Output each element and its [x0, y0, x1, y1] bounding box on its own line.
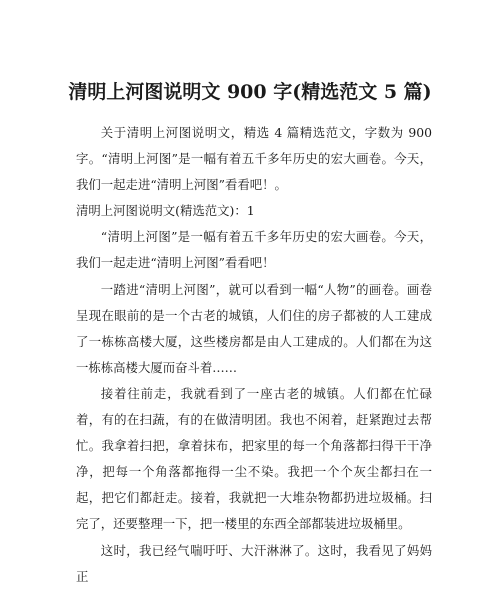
paragraph-intro: 关于清明上河图说明文，精选 4 篇精选范文，字数为 900 字。“清明上河图”是一幅有着五千多年历史的宏大画卷。今天，我们一起走进“清明上河图”看看吧！。: [76, 125, 432, 193]
paragraph: 这时，我已经气喘吁吁、大汗淋淋了。这时，我看见了妈妈正: [76, 542, 432, 584]
section-heading: 清明上河图说明文(精选范文)：1: [76, 203, 255, 219]
paragraph: 一踏进“清明上河图”，就可以看到一幅“人物”的画卷。画卷呈现在眼前的是一个古老的城镇，人们住的房子都被的人工建成了一栋栋高楼大厦，这些楼房都是由人工建成的。人们都在为这一栋栋高楼大厦而奋斗着……: [76, 281, 432, 375]
document-body: [76, 120, 432, 590]
paragraph: 接着往前走，我就看到了一座古老的城镇。人们都在忙碌着，有的在扫蔬，有的在做清明团。我也不闲着，赶紧跑过去帮忙。我拿着扫把，拿着抹布，把家里的每一个角落都扫得干干净净，把每一个角落都拖得一尘不染。我把一个个灰尘都扫在一起，把它们都赶走。接着，我就把一大堆杂物都扔进垃圾桶。扫完了，还要整理一下，把一楼里的东西全部都装进垃圾桶里。: [76, 385, 432, 532]
document-title: 清明上河图说明文 900 字(精选范文 5 篇): [68, 81, 432, 103]
paragraph: “清明上河图”是一幅有着五千多年历史的宏大画卷。今天，我们一起走进“清明上河图”看看吧！: [76, 229, 432, 271]
